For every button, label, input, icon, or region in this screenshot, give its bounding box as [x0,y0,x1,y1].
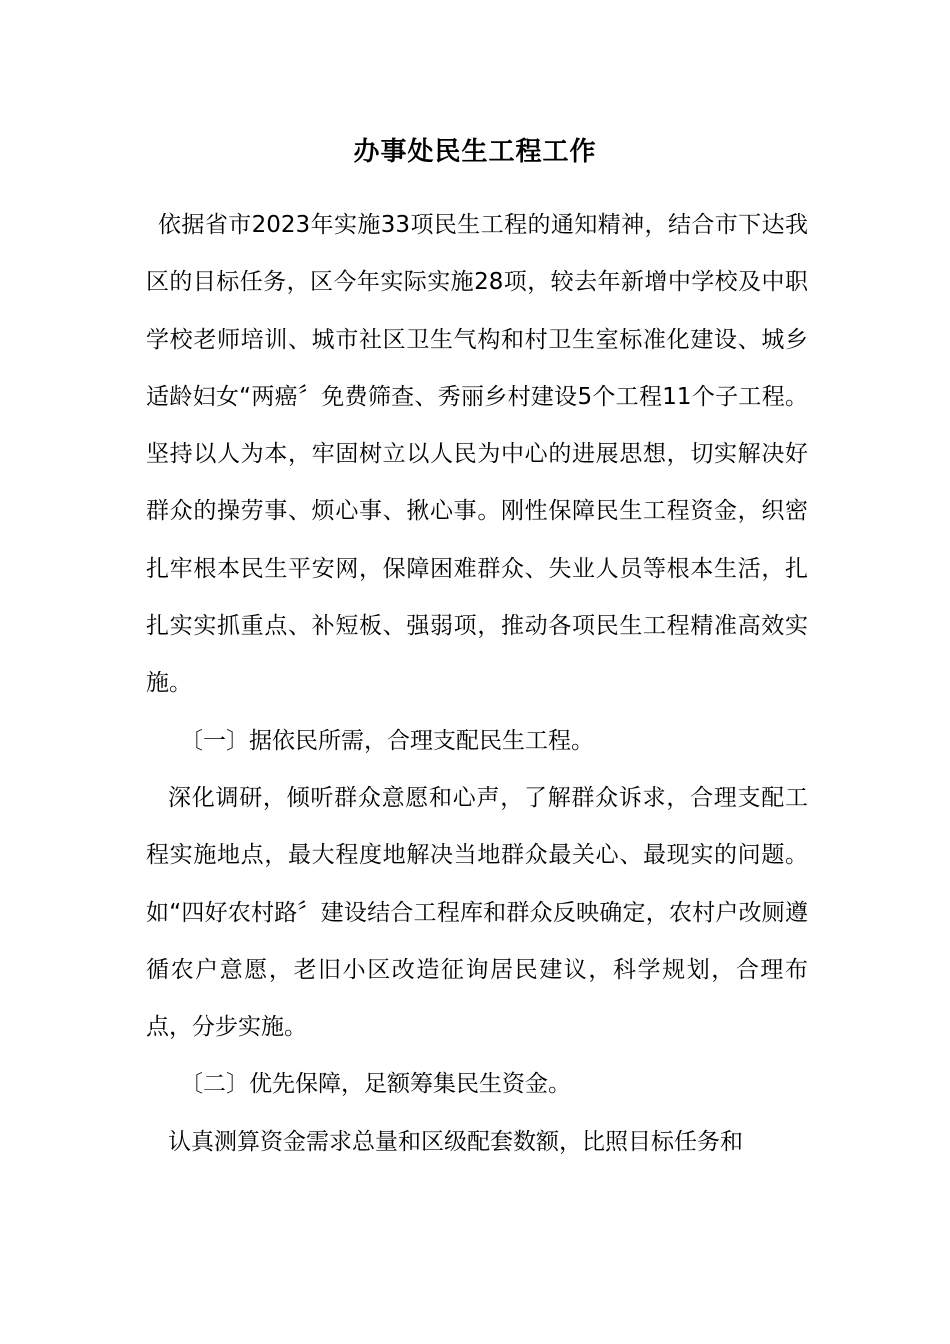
section-heading: 〔一〕据依民所需，合理支配民生工程。 [180,727,594,754]
section-heading: 〔二〕优先保障，足额筹集民生资金。 [180,1071,571,1098]
document-body [146,197,808,1171]
body-paragraph: 深化调研，倾听群众意愿和心声，了解群众诉求，合理支配工程实施地点，最大程度地解决当地群众最关心、最现实的问题。如“四好农村路〞建设结合工程库和群众反映确定，农村户改厕遵循农户意愿，老旧小区改造征询居民建议，科学规划，合理布点，分步实施。 [146,784,808,1041]
document-title: 办事处民生工程工作 [353,137,597,167]
body-paragraph: 依据省市2023年实施33项民生工程的通知精神，结合市下达我区的目标任务，区今年实际实施28项，较去年新增中学校及中职学校老师培训、城市社区卫生气构和村卫生室标准化建设、城乡适龄妇女“两癌〞免费筛查、秀丽乡村建设5个工程11个子工程。坚持以人为本，牢固树立以人民为中心的进展思想，切实解决好群众的操劳事、烦心事、揪心事。刚性保障民生工程资金，织密扎牢根本民生平安网，保障困难群众、失业人员等根本生活，扎扎实实抓重点、补短板、强弱项，推动各项民生工程精准高效实施。 [146,212,808,697]
body-paragraph: 认真测算资金需求总量和区级配套数额，比照目标任务和 [168,1128,743,1155]
